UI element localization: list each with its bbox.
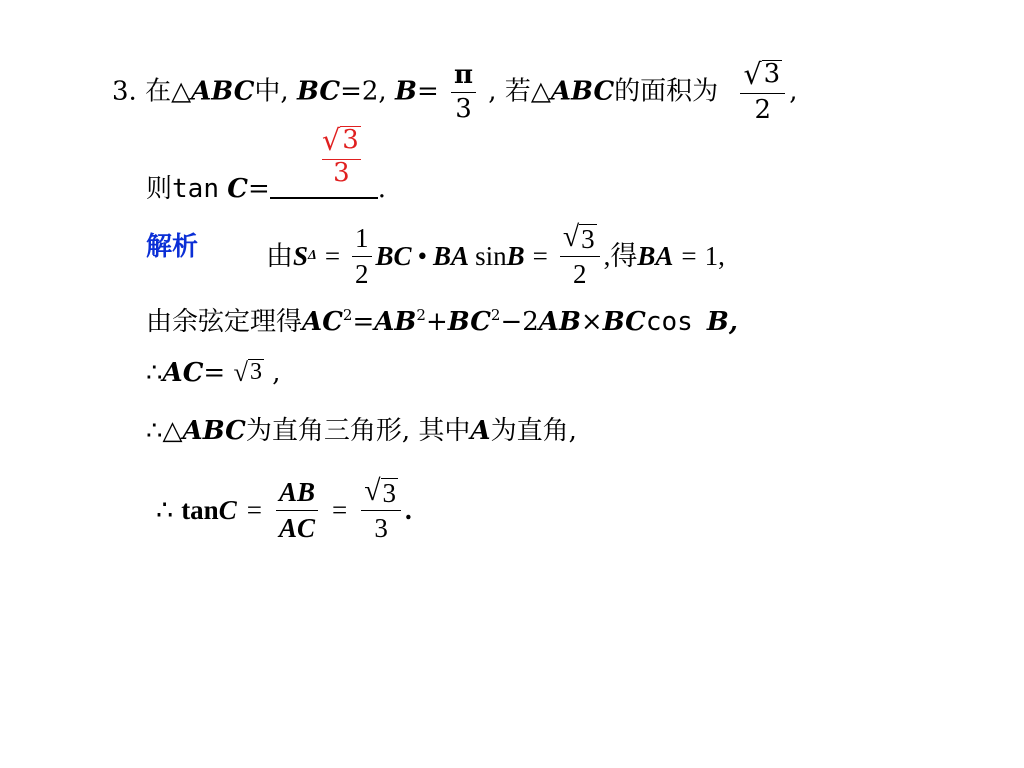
solution-line-3 [146,356,281,390]
side-bc: BC [375,241,412,271]
eq2: = [331,495,348,525]
triangle-abc: ABC [182,416,246,446]
square-2: 2 [416,306,426,324]
times: × [580,307,603,337]
radical-sign: √ [743,57,762,91]
triangle-symbol: △ [162,416,183,446]
where-text: 其中 [418,416,471,446]
question-period: . [377,174,387,204]
ab-over-ac [276,478,318,542]
eq3: = [681,241,697,271]
side-bc-2: BC [602,307,646,337]
denominator-3: 3 [455,93,472,124]
area-text: 的面积为 [614,76,719,107]
numerator-sqrt3 [560,223,600,253]
sqrt3-over-2 [560,223,600,288]
eq1: = [246,495,262,525]
cosine-law-text: 由余弦定理得 [146,307,303,337]
eq: = [352,307,375,337]
equals: = [416,76,439,107]
fraction-bar [361,510,401,511]
numerator-1: 1 [355,223,369,254]
side-ab-2: AB [538,307,581,337]
square-3: 2 [490,306,501,324]
denominator-3: 3 [374,513,388,544]
angle-b: B [394,76,417,107]
period: . [405,495,412,525]
cos-text: cos [645,307,693,337]
sqrt3-over-3 [361,477,401,542]
eq: = [203,358,226,388]
question-line [146,172,386,206]
problem-number: 3. [112,76,137,107]
therefore-symbol: ∴ [156,495,174,525]
radical-sign: √ [233,357,248,387]
problem-line [112,57,798,126]
sqrt-radical [563,223,597,253]
fraction-bar [451,92,476,93]
square-1: 2 [342,306,353,324]
end-comma: , [789,76,798,107]
question-eq: = [247,174,270,204]
numerator-ab: AB [278,477,315,508]
denominator-2: 2 [572,259,587,290]
side-ab: AB [374,307,417,337]
right-angle-text: 为直角, [490,416,577,446]
numerator-sqrt3 [740,57,785,91]
fraction-bar [276,510,318,511]
answer-sqrt [322,123,361,157]
sin-text: sin [475,241,507,271]
answer-numerator: 3 [342,125,359,156]
dot-operator: • [417,241,428,271]
solution-line-5 [156,470,412,550]
denominator-ac: AC [278,512,315,543]
tan-text: tan [172,174,219,204]
pi-over-3 [451,59,476,124]
plus: + [425,307,448,337]
triangle-abc: ABC [191,76,255,107]
solution-line-2 [146,298,738,339]
eq2: = [532,241,548,271]
right-triangle-text: 为直角三角形, [245,416,411,446]
solution-line-4 [146,414,577,448]
side-ba: BA [433,241,470,271]
radical-sign: √ [562,221,580,254]
pi-symbol: π [454,59,474,90]
radicand: 3 [581,223,595,254]
therefore-symbol: ∴ [146,358,163,388]
denominator-2: 2 [355,258,369,289]
denominator-2: 2 [754,95,772,126]
numerator-sqrt3 [361,477,401,507]
one-half [352,224,372,288]
problem-text-in: 在△ [145,76,192,107]
comma-if: , 若△ [488,76,551,107]
ba-value: 1, [704,241,725,271]
radicand: 3 [382,477,397,508]
side-ac: AC [162,358,204,388]
fraction-bar [352,256,372,257]
comma: , [272,358,281,388]
sqrt3-over-2 [740,57,785,126]
problem-text-mid: 中, [254,76,289,107]
you-text: 由 [266,241,293,271]
solution-line-1 [266,220,725,292]
angle-b: B [506,241,525,271]
sqrt3 [233,359,263,385]
minus-2: −2 [500,307,539,337]
side-ac: AC [302,307,343,337]
de-text: ,得 [603,241,638,271]
side-bc: BC [447,307,491,337]
side-bc: BC [296,76,341,107]
question-prefix: 则 [146,174,173,204]
sqrt-radical [364,477,398,507]
radical-sign: √ [322,123,341,157]
radicand: 3 [249,359,262,386]
side-ba-2: BA [637,241,674,271]
triangle-abc-2: ABC [550,76,615,107]
answer-denominator: 3 [333,157,350,188]
angle-b: B, [706,307,738,337]
area-subscript: Δ [308,248,317,263]
fraction-bar [560,256,600,257]
fraction-bar [740,93,785,94]
angle-c: C [227,174,248,204]
radicand: 3 [763,59,781,90]
answer-blank [270,175,378,199]
bc-value: =2, [340,76,387,107]
radical-sign: √ [364,475,381,508]
area-s: S [293,241,309,271]
tan-text: tan [181,495,219,525]
angle-a: A [470,416,491,446]
solution-label: 解析 [146,232,199,262]
therefore-symbol: ∴ [146,416,163,446]
eq1: = [324,241,341,271]
angle-c: C [218,495,237,525]
sqrt-radical [743,57,782,91]
